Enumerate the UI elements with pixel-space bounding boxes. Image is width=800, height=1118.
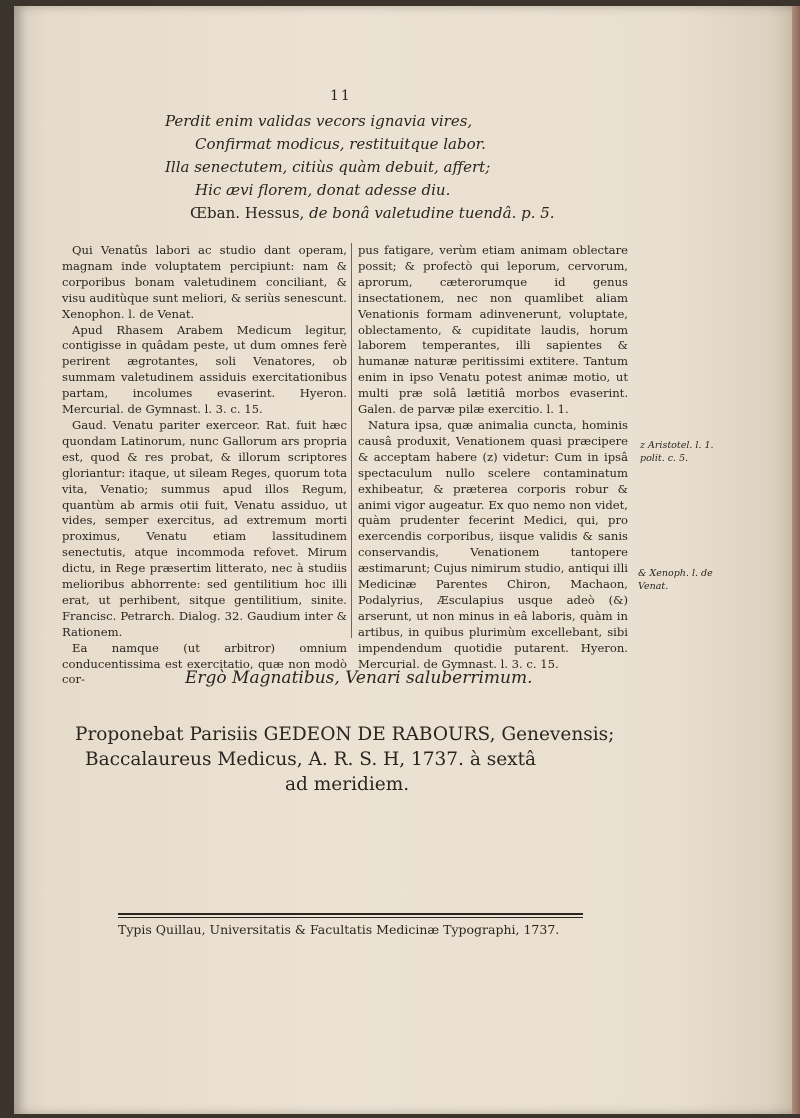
poem-attribution [190,202,570,225]
margin-note-xenophon: & Xenoph. l. de Venat. [638,568,713,592]
left-paragraph: Apud Rhasem Arabem Medicum legitur, contigisse in quâdam peste, ut dum omnes ferè perirent ægrotantes, soli Venatores, ob summam valetudinem assiduis exercitationibus partam, incolumes evaserint. Hyeron. Mercurial. de Gymnast. l. 3. c. 15. [62,322,347,417]
attribution-work: de bonâ valetudine tuendâ. p. 5. [309,204,555,222]
proposition [75,722,635,797]
poem-line-2: Confirmat modicus, restituitque labor. [195,135,486,153]
column-divider [351,243,352,638]
page-edge [792,6,800,1114]
poem-epigraph [150,110,570,225]
page-number: 11 [330,88,352,104]
rule-thick [118,913,583,915]
proposition-line-3: ad meridiem. [285,774,410,795]
proposition-line-1: Proponebat Parisiis GEDEON DE RABOURS, Genevensis; [75,724,615,745]
poem-line-1: Perdit enim validas vecors ignavia vires, [165,112,473,130]
left-column [62,243,347,688]
conclusion: Ergò Magnatibus, Venari saluberrimum. [185,668,533,688]
right-column [358,243,628,672]
printer-line: Typis Quillau, Universitatis & Facultatis Medicinæ Typographi, 1737. [118,922,560,937]
left-paragraph: Qui Venatûs labori ac studio dant operam, magnam inde voluptatem percipiunt: nam & corporibus bonam valetudinem conciliant, & visu auditùque sunt meliori, & seriùs senescunt. Xenophon. l. de Venat. [62,243,347,321]
right-paragraph: pus fatigare, verùm etiam animam oblectare possit; & profectò qui leporum, cervorum, aprorum, cæterorumque id genus insectationem, nec non quamlibet aliam Venationis formam adinvenerunt, voluptate, oblectamento, & cupiditate laudis, horum laborem temperantes, illi sapientes & humanæ naturæ peritissimi extitere. Tantum enim in ipso Venatu potest animæ motio, ut multi præ solâ lætitiâ morbos evaserint. Galen. de parvæ pilæ exercitio. l. 1. [358,243,628,417]
left-paragraph: Ea namque (ut arbitror) omnium conducentissima est exercitatio, quæ non modò cor- [62,640,347,687]
poem-line-3: Illa senectutem, citiùs quàm debuit, affert; [165,158,491,176]
rule-thin [118,917,583,918]
right-paragraph: Natura ipsa, quæ animalia cuncta, hominis causâ produxit, Venationem quasi præcipere & acceptam habere (z) videtur: Cum in ipsâ spectaculum nullo scelere contaminatum exhibeatur, & prætereа corporis robur & animi vigor augeatur. Ex quo nemo non videt, quàm prudenter fecerint Medici, qui, pro exercendis corporibus, iisque validis & sanis conservandis, Venationem tantopere æstimarunt; Cujus nimirum studio, antiqui illi Medicinæ Parentes Chiron, Machaon, Podalyrius, Æsculapius usque adeò (&) arserunt, ut non minus in eâ laboris, quàm in artibus, in quibus plurimùm excellebant, sibi impendendum quotidie putarent. Hyeron. Mercurial. de Gymnast. l. 3. c. 15. [358,417,628,671]
proposition-line-2: Baccalaureus Medicus, A. R. S. H, 1737. à sextâ [85,749,537,770]
margin-note-aristotle: z Aristotel. l. 1. polit. c. 5. [640,440,714,464]
attribution-author: Œban. Hessus, [190,204,305,222]
poem-line-4: Hic ævi florem, donat adesse diu. [195,181,451,199]
left-paragraph: Gaud. Venatu pariter exerceor. Rat. fuit hæc quondam Latinorum, nunc Gallorum ars propria est, quod & res probat, & illorum scriptores gloriantur: itaque, ut sileam Reges, quorum tota vita, Venatio; summus apud illos Regum, quantùm ab armis otii fuit, Venatu assiduo, ut vides, semper exercitus, ad extremum morti proximus, Venatu etiam lassitudinem senectutis, atque incommoda refovet. Mirum dictu, in Rege præsertim litterato, nec à studiis melioribus abhorrente: sed gentilitium hoc illi erat, ut perhibent, sitque gentilitium, sinite. Francisc. Petrarch. Dialog. 32. Gaudium inter & Rationem. [62,417,347,639]
